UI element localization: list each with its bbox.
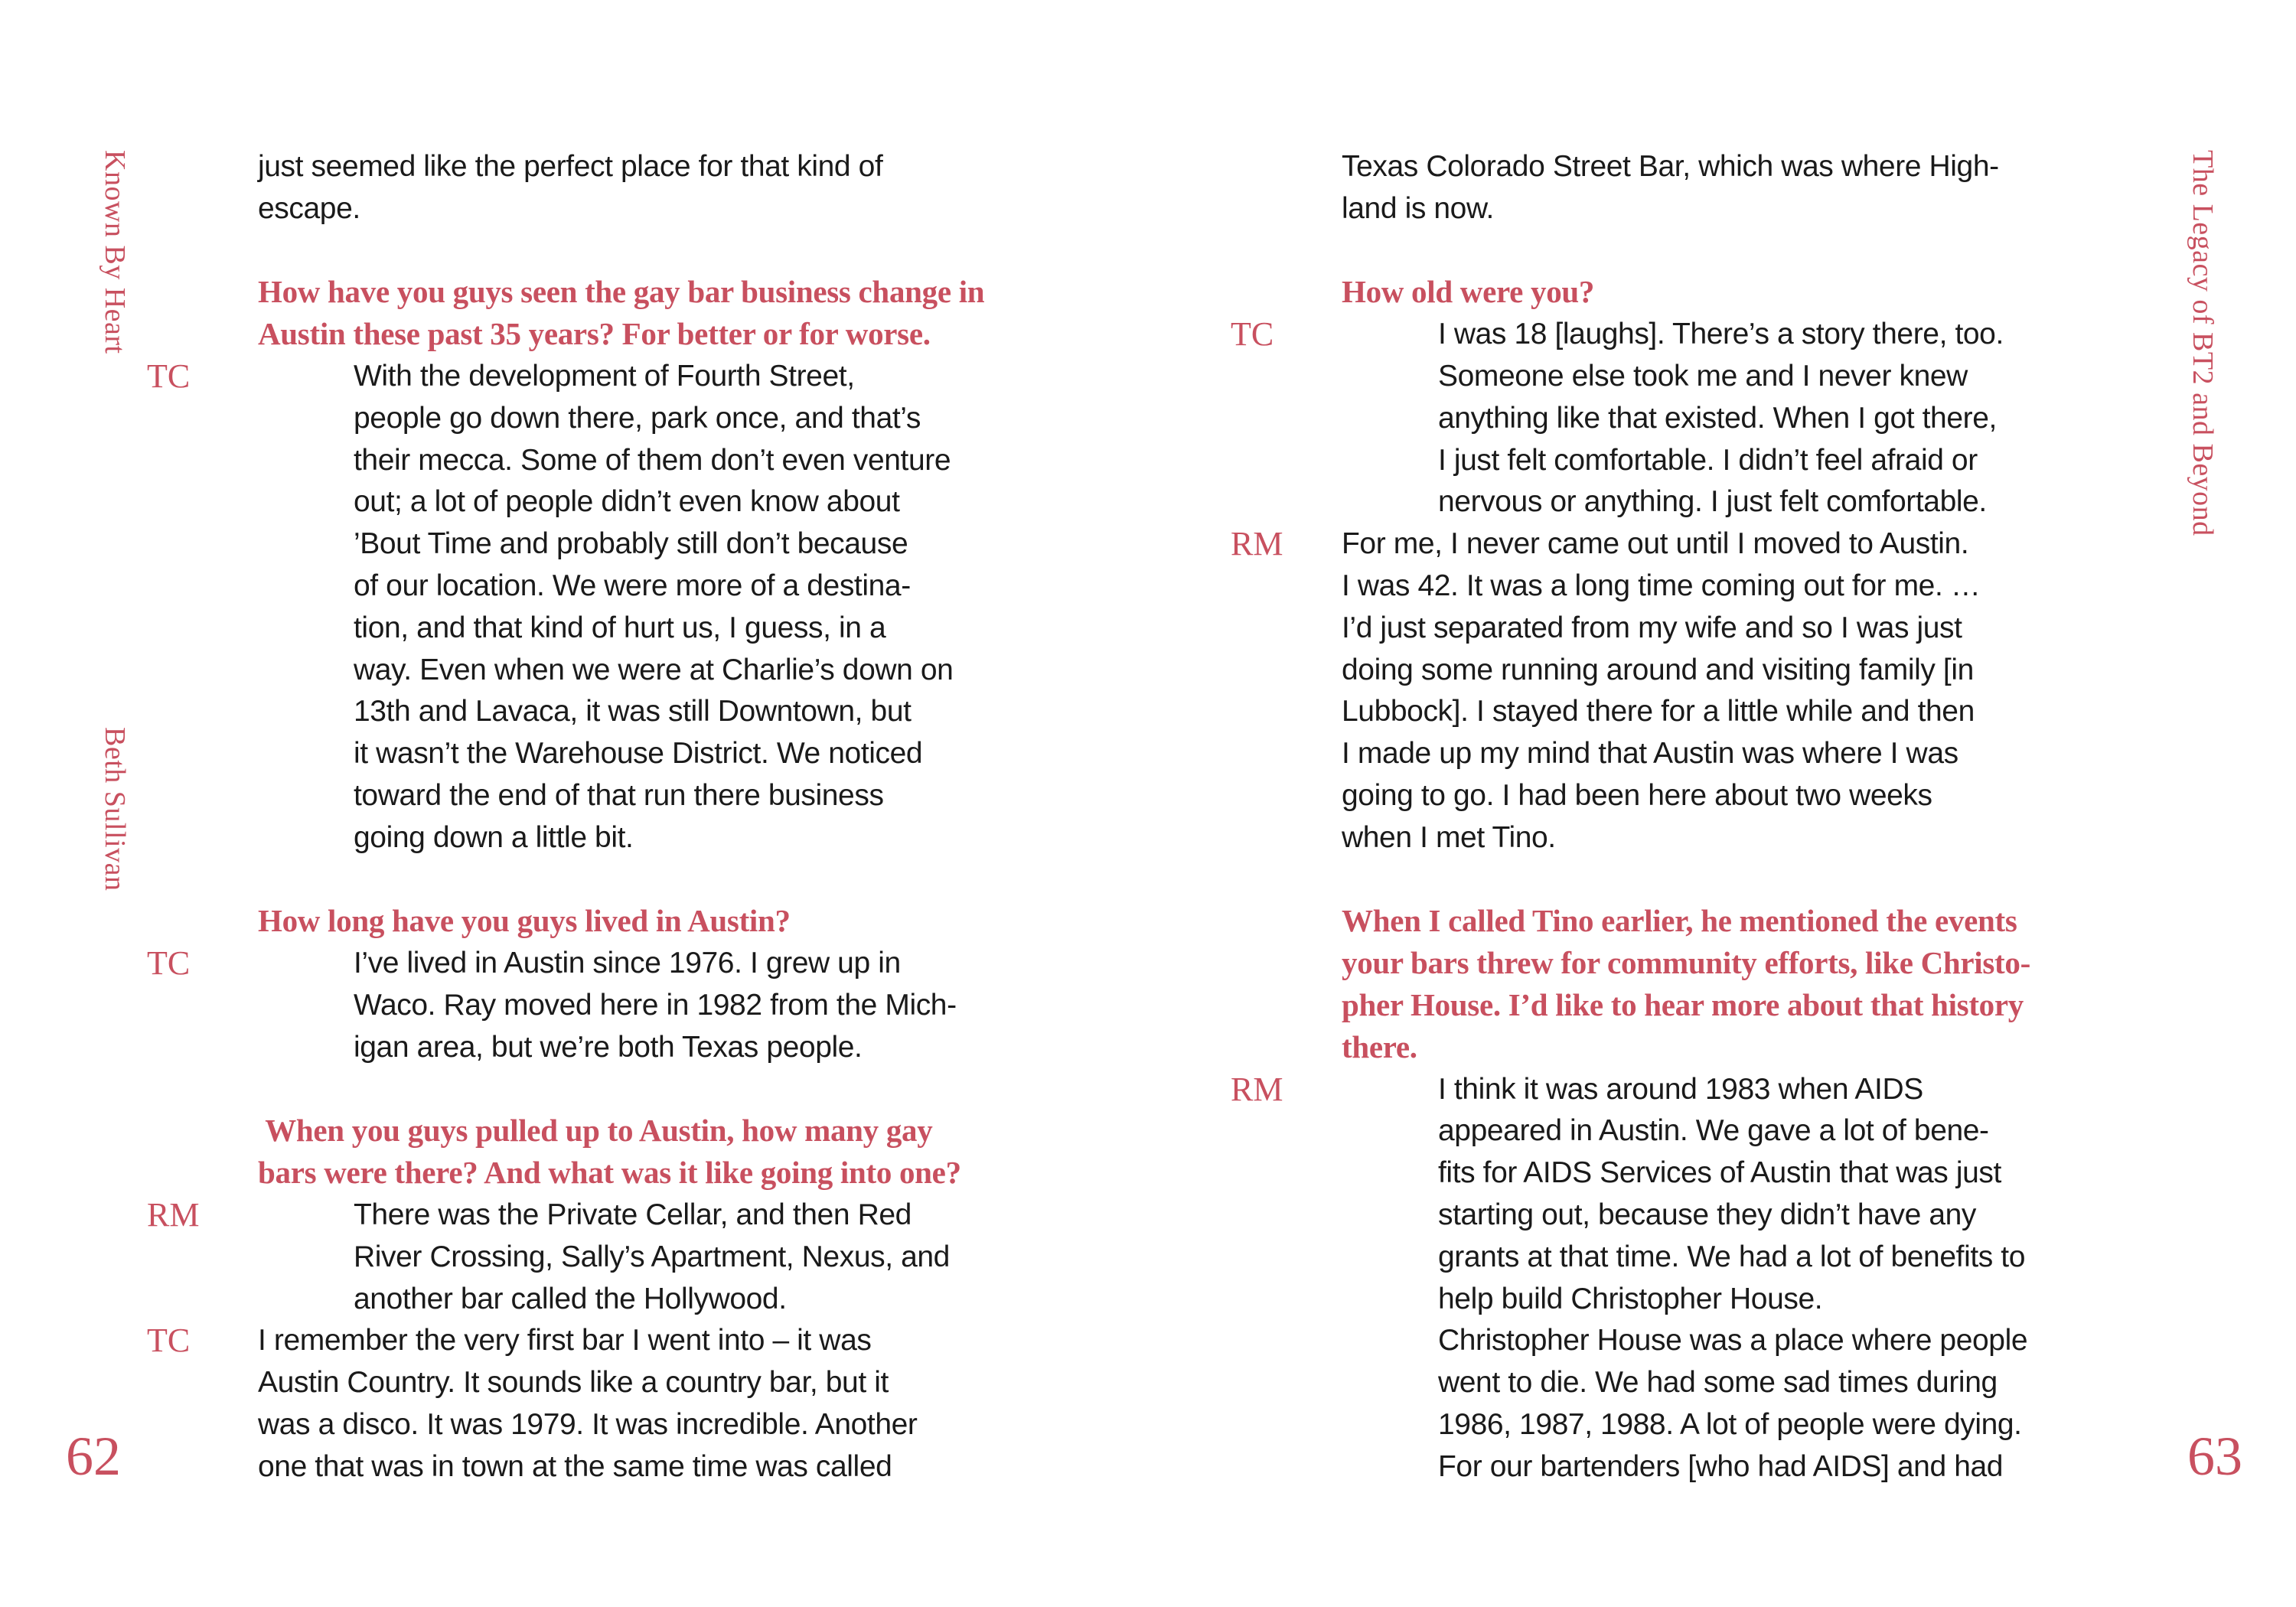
answer-text-line: I think it was around 1983 when AIDS [1438, 1072, 1923, 1106]
answer-text-line: escape. [258, 191, 360, 225]
answer-text-line: doing some running around and visiting family [in [1342, 653, 1974, 686]
answer-text-line: going down a little bit. [354, 820, 634, 854]
speaker-label: TC [147, 944, 191, 983]
page-number: 63 [2187, 1426, 2242, 1487]
answer-text-line: anything like that existed. When I got there, [1438, 401, 1997, 435]
speaker-label: RM [1231, 525, 1283, 563]
interview-question-line: your bars threw for community efforts, like Christo- [1342, 945, 2030, 981]
answer-text-line: went to die. We had some sad times during [1438, 1366, 1998, 1400]
running-title: Known By Heart [99, 150, 131, 354]
answer-text-line: I was 42. It was a long time coming out for me. … [1342, 569, 1981, 602]
speaker-label: RM [1231, 1070, 1283, 1108]
running-author: Beth Sullivan [99, 727, 131, 892]
interview-question-line: How long have you guys lived in Austin? [258, 903, 791, 939]
answer-text-line: of our location. We were more of a destina- [354, 569, 911, 602]
interview-question-line: pher House. I’d like to hear more about that history [1342, 987, 2024, 1022]
answer-text-line: another bar called the Hollywood. [354, 1282, 787, 1315]
answer-text-line: For our bartenders [who had AIDS] and had [1438, 1449, 2004, 1483]
interview-question-line: When I called Tino earlier, he mentioned the events [1342, 903, 2017, 939]
answer-text-line: grants at that time. We had a lot of benefits to [1438, 1240, 2026, 1273]
answer-text-line: starting out, because they didn’t have any [1438, 1198, 1977, 1231]
interview-question-line: bars were there? And what was it like going into one? [258, 1155, 961, 1191]
answer-text-line: 1986, 1987, 1988. A lot of people were dying. [1438, 1408, 2022, 1441]
answer-text-line: River Crossing, Sally’s Apartment, Nexus, and [354, 1240, 950, 1273]
answer-text-line: way. Even when we were at Charlie’s down on [354, 653, 954, 686]
answer-text-line: For me, I never came out until I moved to Austin. [1342, 527, 1969, 561]
answer-text-line: appeared in Austin. We gave a lot of bene- [1438, 1114, 1989, 1148]
answer-text-line: going to go. I had been here about two weeks [1342, 779, 1932, 812]
answer-text-line: I made up my mind that Austin was where I was [1342, 737, 1958, 771]
answer-text-line: With the development of Fourth Street, [354, 360, 855, 393]
answer-text-line: I was 18 [laughs]. There’s a story there, too. [1438, 318, 2004, 351]
answer-text-line: out; a lot of people didn’t even know about [354, 485, 900, 519]
answer-text-line: Texas Colorado Street Bar, which was where High- [1342, 150, 1999, 183]
interview-question-line: How have you guys seen the gay bar business change in [258, 274, 985, 310]
interview-question-line: When you guys pulled up to Austin, how many gay [258, 1113, 933, 1149]
interview-question-line: there. [1342, 1028, 1417, 1064]
answer-text-line: one that was in town at the same time was called [258, 1449, 892, 1483]
answer-text-line: tion, and that kind of hurt us, I guess, in a [354, 611, 886, 644]
answer-text-line: toward the end of that run there business [354, 779, 884, 812]
answer-text-line: Austin Country. It sounds like a country bar, but it [258, 1366, 889, 1400]
speaker-label: TC [1231, 315, 1274, 354]
answer-text-line: their mecca. Some of them don’t even venture [354, 443, 951, 477]
answer-text-line: Someone else took me and I never knew [1438, 360, 1968, 393]
answer-text-line: just seemed like the perfect place for that kind of [258, 150, 883, 183]
speaker-label: TC [147, 357, 191, 395]
page-number: 62 [66, 1426, 121, 1487]
answer-text-line: was a disco. It was 1979. It was incredible. Another [258, 1408, 918, 1441]
speaker-label: TC [147, 1322, 191, 1360]
answer-text-line: people go down there, park once, and that’s [354, 401, 921, 435]
answer-text-line: I’ve lived in Austin since 1976. I grew up in [354, 947, 901, 980]
answer-text-line: I just felt comfortable. I didn’t feel afraid or [1438, 443, 1978, 477]
answer-text-line: land is now. [1342, 191, 1494, 225]
answer-text-line: I remember the very first bar I went into – it was [258, 1324, 872, 1358]
answer-text-line: Lubbock]. I stayed there for a little while and then [1342, 695, 1975, 729]
running-title: The Legacy of BT2 and Beyond [2187, 150, 2219, 536]
answer-text-line: when I met Tino. [1342, 820, 1556, 854]
answer-text-line: 13th and Lavaca, it was still Downtown, but [354, 695, 912, 729]
answer-text-line: fits for AIDS Services of Austin that was just [1438, 1156, 2001, 1190]
answer-text-line: ’Bout Time and probably still don’t because [354, 527, 908, 561]
answer-text-line: I’d just separated from my wife and so I was just [1342, 611, 1962, 644]
answer-text-line: Christopher House was a place where people [1438, 1324, 2028, 1358]
answer-text-line: nervous or anything. I just felt comfortable. [1438, 485, 1987, 519]
answer-text-line: igan area, but we’re both Texas people. [354, 1030, 863, 1064]
answer-text-line: Waco. Ray moved here in 1982 from the Mich- [354, 989, 957, 1022]
answer-text-line: There was the Private Cellar, and then Red [354, 1198, 912, 1231]
speaker-label: RM [147, 1196, 200, 1234]
answer-text-line: it wasn’t the Warehouse District. We noticed [354, 737, 923, 771]
interview-question-line: How old were you? [1342, 274, 1595, 310]
interview-question-line: Austin these past 35 years? For better or for worse. [258, 316, 931, 352]
answer-text-line: help build Christopher House. [1438, 1282, 1823, 1315]
